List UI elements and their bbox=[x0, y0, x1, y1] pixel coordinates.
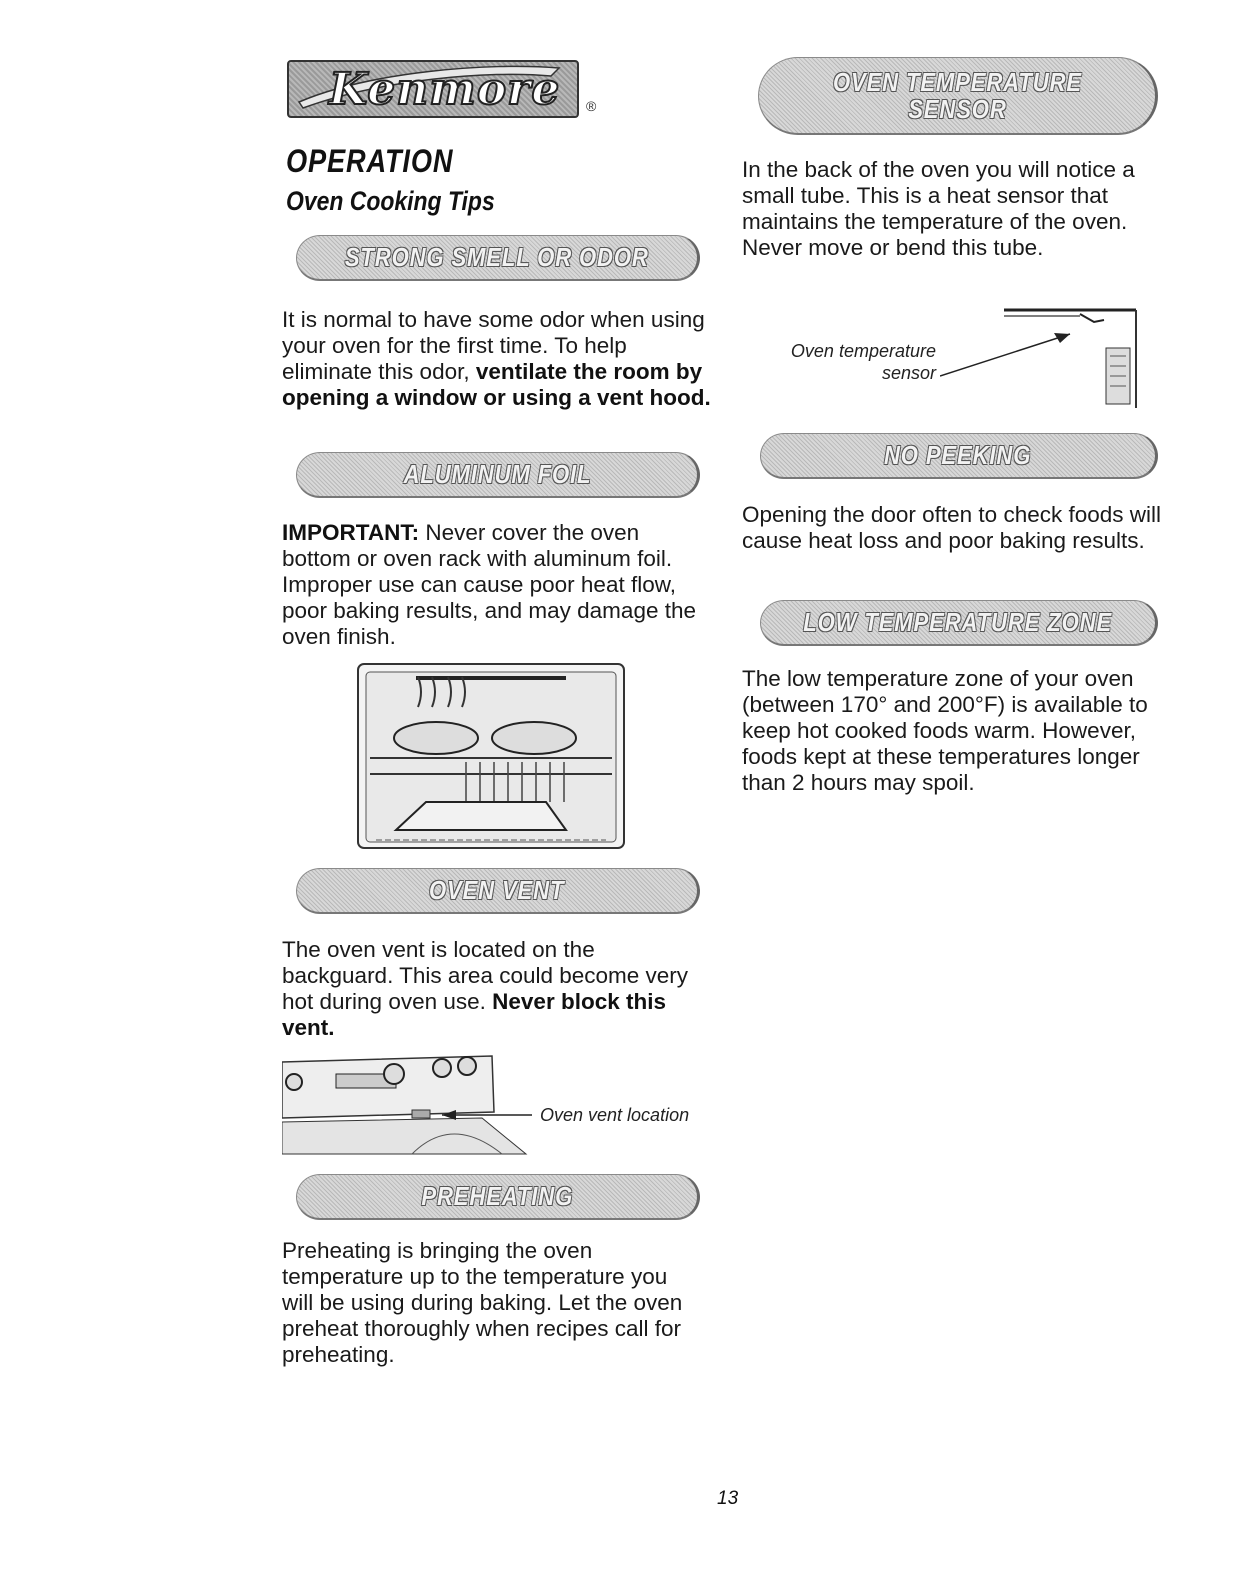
temperature-sensor-text: In the back of the oven you will notice a small tube. This is a heat sensor that maintains the temperature of the oven. Never move or bend this tube. bbox=[742, 157, 1135, 260]
page-subtitle: Oven Cooking Tips bbox=[286, 186, 495, 216]
heading-preheating: PREHEATING bbox=[296, 1174, 700, 1220]
page-number: 13 bbox=[717, 1488, 739, 1509]
heading-oven-vent: OVEN VENT bbox=[296, 868, 700, 914]
heading-aluminum-foil: ALUMINUM FOIL bbox=[296, 452, 700, 498]
no-peeking-text: Opening the door often to check foods will cause heat loss and poor baking results. bbox=[742, 502, 1162, 553]
heading-temperature-sensor: OVEN TEMPERATURE SENSOR bbox=[758, 57, 1158, 135]
oven-interior-illustration bbox=[356, 662, 628, 852]
low-temperature-zone-text: The low temperature zone of your oven (between 170° and 200°F) is available to keep hot cooked foods warm. However, foods kept at these temperatures longer than 2 hours may spoil. bbox=[742, 666, 1148, 795]
oven-vent-caption: Oven vent location bbox=[540, 1105, 690, 1125]
logo-text: Kenmore bbox=[329, 64, 561, 115]
temperature-sensor-illustration bbox=[940, 298, 1146, 412]
heading-low-temperature-zone: LOW TEMPERATURE ZONE bbox=[760, 600, 1158, 646]
preheating-text: Preheating is bringing the oven temperature up to the temperature you will be using during baking. Let the oven preheat thoroughly when recipes call for preheating. bbox=[282, 1238, 683, 1367]
registered-mark: ® bbox=[586, 98, 597, 114]
aluminum-foil-text: IMPORTANT: Never cover the oven bottom or oven rack with aluminum foil. Improper use can cause poor heat flow, poor baking results, and may damage the oven finish. bbox=[282, 520, 696, 649]
oven-vent-illustration bbox=[282, 1052, 532, 1156]
page-title: OPERATION bbox=[286, 143, 454, 179]
kenmore-logo bbox=[287, 60, 579, 118]
strong-smell-text: It is normal to have some odor when using your oven for the first time. To help eliminate this odor, ventilate the room by opening a window or using a vent hood. bbox=[282, 307, 711, 410]
temperature-sensor-caption: Oven temperature sensor bbox=[790, 341, 936, 383]
heading-no-peeking: NO PEEKING bbox=[760, 433, 1158, 479]
heading-strong-smell: STRONG SMELL OR ODOR bbox=[296, 235, 700, 281]
oven-vent-text: The oven vent is located on the backguard. This area could become very hot during oven use. Never block this vent. bbox=[282, 937, 689, 1040]
